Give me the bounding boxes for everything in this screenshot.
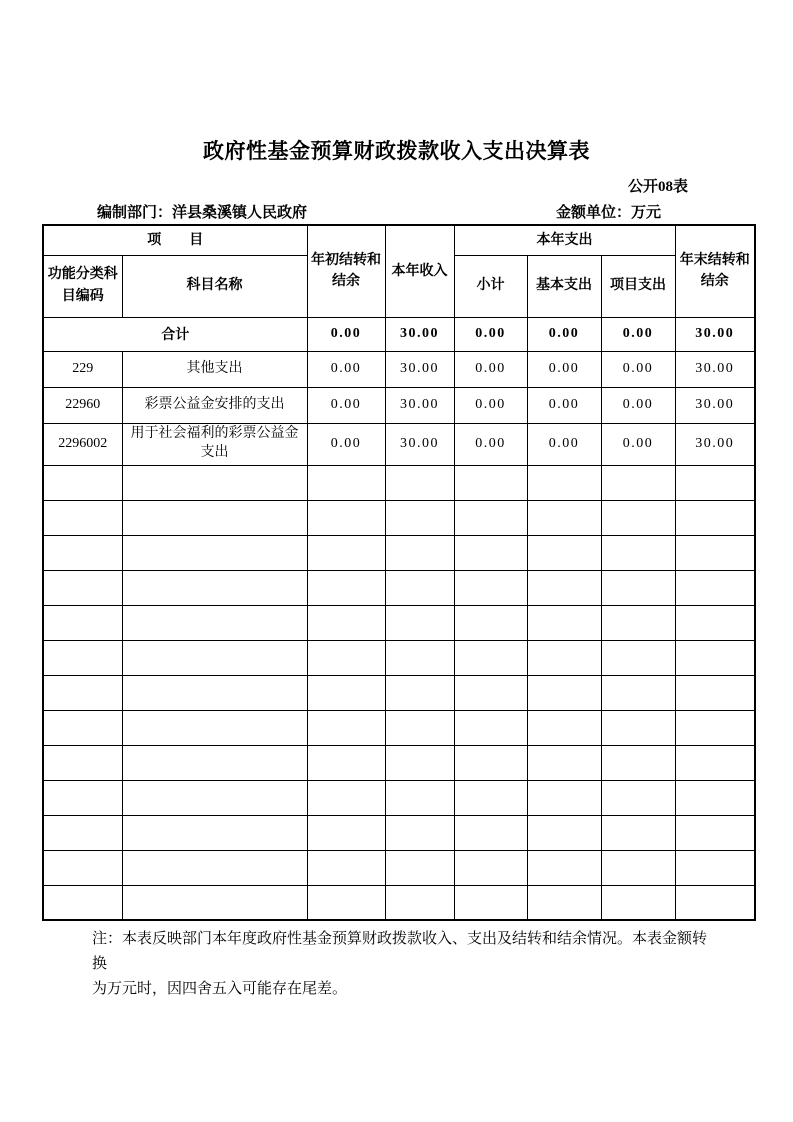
empty-cell	[43, 675, 122, 710]
empty-cell	[675, 465, 755, 500]
empty-cell	[307, 885, 385, 920]
amount-cell: 0.00	[307, 423, 385, 465]
empty-table-row	[43, 710, 755, 745]
empty-table-row	[43, 745, 755, 780]
empty-table-row	[43, 465, 755, 500]
empty-cell	[454, 570, 527, 605]
empty-cell	[675, 780, 755, 815]
empty-cell	[454, 815, 527, 850]
empty-cell	[454, 745, 527, 780]
empty-cell	[385, 675, 454, 710]
amount-cell: 0.00	[307, 387, 385, 423]
footnote	[92, 927, 717, 1002]
prepared-by-label: 编制部门：洋县桑溪镇人民政府	[97, 205, 308, 222]
budget-table	[42, 224, 756, 921]
table-row	[43, 423, 755, 465]
empty-cell	[527, 500, 601, 535]
empty-cell	[601, 850, 675, 885]
empty-cell	[122, 465, 307, 500]
empty-cell	[527, 570, 601, 605]
amount-cell: 30.00	[675, 387, 755, 423]
header-basic-expense: 基本支出	[527, 255, 601, 317]
empty-cell	[601, 675, 675, 710]
empty-cell	[601, 605, 675, 640]
empty-cell	[454, 850, 527, 885]
function-code-cell: 229	[43, 351, 122, 387]
empty-cell	[527, 465, 601, 500]
empty-cell	[527, 815, 601, 850]
empty-cell	[454, 535, 527, 570]
empty-cell	[43, 640, 122, 675]
empty-cell	[307, 745, 385, 780]
total-label: 合计	[43, 317, 307, 351]
empty-cell	[675, 745, 755, 780]
subject-name-cell: 其他支出	[122, 351, 307, 387]
meta-row	[0, 201, 793, 222]
empty-cell	[122, 675, 307, 710]
empty-cell	[43, 815, 122, 850]
empty-cell	[675, 500, 755, 535]
amount-cell: 30.00	[675, 423, 755, 465]
amount-cell: 0.00	[601, 317, 675, 351]
amount-cell: 30.00	[385, 351, 454, 387]
header-closing-balance: 年末结转和结余	[675, 225, 755, 317]
table-row-total	[43, 317, 755, 351]
empty-cell	[385, 570, 454, 605]
empty-cell	[307, 850, 385, 885]
empty-cell	[675, 675, 755, 710]
empty-cell	[43, 535, 122, 570]
empty-cell	[307, 780, 385, 815]
empty-cell	[454, 780, 527, 815]
empty-cell	[385, 605, 454, 640]
empty-cell	[122, 710, 307, 745]
empty-cell	[385, 465, 454, 500]
header-row-1	[43, 225, 755, 255]
amount-cell: 0.00	[527, 423, 601, 465]
amount-cell: 30.00	[675, 317, 755, 351]
amount-cell: 0.00	[454, 317, 527, 351]
empty-cell	[527, 675, 601, 710]
empty-cell	[527, 640, 601, 675]
empty-cell	[385, 780, 454, 815]
header-current-income: 本年收入	[385, 225, 454, 317]
empty-cell	[675, 640, 755, 675]
amount-cell: 0.00	[601, 351, 675, 387]
empty-cell	[43, 570, 122, 605]
empty-cell	[307, 640, 385, 675]
empty-cell	[454, 710, 527, 745]
empty-table-row	[43, 675, 755, 710]
empty-cell	[385, 640, 454, 675]
empty-cell	[601, 815, 675, 850]
header-opening-balance: 年初结转和结余	[307, 225, 385, 317]
header-project-expense: 项目支出	[601, 255, 675, 317]
empty-cell	[385, 850, 454, 885]
header-project: 项 目	[43, 225, 307, 255]
empty-cell	[527, 780, 601, 815]
empty-cell	[527, 850, 601, 885]
table-number-label: 公开08表	[627, 179, 688, 196]
empty-cell	[122, 780, 307, 815]
empty-cell	[385, 815, 454, 850]
amount-cell: 0.00	[454, 351, 527, 387]
empty-cell	[43, 500, 122, 535]
amount-cell: 0.00	[307, 317, 385, 351]
empty-cell	[385, 885, 454, 920]
empty-cell	[527, 710, 601, 745]
header-subject-name: 科目名称	[122, 255, 307, 317]
empty-cell	[527, 745, 601, 780]
empty-cell	[527, 885, 601, 920]
amount-cell: 0.00	[527, 351, 601, 387]
empty-cell	[601, 710, 675, 745]
amount-cell: 0.00	[454, 387, 527, 423]
unit-label: 金额单位：万元	[555, 205, 661, 222]
empty-cell	[43, 780, 122, 815]
empty-cell	[122, 500, 307, 535]
empty-cell	[307, 710, 385, 745]
empty-table-row	[43, 605, 755, 640]
empty-table-row	[43, 780, 755, 815]
footnote-line-2: 为万元时，因四舍五入可能存在尾差。	[92, 981, 348, 998]
empty-cell	[307, 535, 385, 570]
empty-table-row	[43, 850, 755, 885]
empty-table-row	[43, 815, 755, 850]
empty-table-row	[43, 535, 755, 570]
empty-cell	[675, 885, 755, 920]
empty-cell	[601, 500, 675, 535]
empty-cell	[601, 465, 675, 500]
empty-cell	[454, 675, 527, 710]
empty-cell	[43, 850, 122, 885]
empty-cell	[675, 710, 755, 745]
amount-cell: 30.00	[385, 317, 454, 351]
empty-cell	[675, 535, 755, 570]
amount-cell: 30.00	[385, 387, 454, 423]
amount-cell: 0.00	[527, 387, 601, 423]
empty-cell	[385, 500, 454, 535]
header-function-code: 功能分类科目编码	[43, 255, 122, 317]
empty-cell	[122, 640, 307, 675]
empty-cell	[601, 640, 675, 675]
empty-cell	[601, 885, 675, 920]
empty-cell	[454, 500, 527, 535]
subject-name-cell: 彩票公益金安排的支出	[122, 387, 307, 423]
empty-cell	[122, 535, 307, 570]
footnote-line-1: 注：本表反映部门本年度政府性基金预算财政拨款收入、支出及结转和结余情况。本表金额转换	[92, 931, 708, 973]
empty-cell	[307, 465, 385, 500]
empty-cell	[307, 605, 385, 640]
amount-cell: 0.00	[601, 387, 675, 423]
empty-cell	[601, 570, 675, 605]
empty-cell	[454, 885, 527, 920]
empty-table-row	[43, 885, 755, 920]
empty-cell	[307, 500, 385, 535]
empty-cell	[675, 850, 755, 885]
empty-cell	[385, 535, 454, 570]
empty-cell	[675, 570, 755, 605]
table-row	[43, 351, 755, 387]
amount-cell: 30.00	[675, 351, 755, 387]
header-subtotal: 小计	[454, 255, 527, 317]
empty-table-row	[43, 640, 755, 675]
subject-name-cell: 用于社会福利的彩票公益金支出	[122, 423, 307, 465]
empty-cell	[122, 745, 307, 780]
empty-cell	[675, 815, 755, 850]
empty-cell	[454, 465, 527, 500]
empty-cell	[122, 885, 307, 920]
function-code-cell: 2296002	[43, 423, 122, 465]
empty-cell	[601, 780, 675, 815]
empty-cell	[43, 885, 122, 920]
empty-cell	[43, 605, 122, 640]
amount-cell: 0.00	[454, 423, 527, 465]
amount-cell: 0.00	[601, 423, 675, 465]
empty-cell	[675, 605, 755, 640]
empty-table-row	[43, 570, 755, 605]
empty-cell	[385, 710, 454, 745]
empty-cell	[122, 850, 307, 885]
empty-cell	[454, 640, 527, 675]
empty-cell	[122, 605, 307, 640]
table-row	[43, 387, 755, 423]
empty-cell	[307, 815, 385, 850]
empty-cell	[454, 605, 527, 640]
empty-cell	[385, 745, 454, 780]
empty-cell	[527, 535, 601, 570]
empty-cell	[601, 535, 675, 570]
empty-cell	[43, 710, 122, 745]
empty-cell	[43, 745, 122, 780]
empty-cell	[43, 465, 122, 500]
empty-cell	[601, 745, 675, 780]
empty-cell	[527, 605, 601, 640]
empty-cell	[122, 815, 307, 850]
empty-cell	[307, 675, 385, 710]
empty-cell	[307, 570, 385, 605]
amount-cell: 0.00	[307, 351, 385, 387]
function-code-cell: 22960	[43, 387, 122, 423]
amount-cell: 30.00	[385, 423, 454, 465]
empty-table-row	[43, 500, 755, 535]
empty-cell	[122, 570, 307, 605]
page-title: 政府性基金预算财政拨款收入支出决算表	[203, 139, 590, 163]
amount-cell: 0.00	[527, 317, 601, 351]
table-body	[43, 317, 755, 920]
header-current-expense: 本年支出	[454, 225, 675, 255]
